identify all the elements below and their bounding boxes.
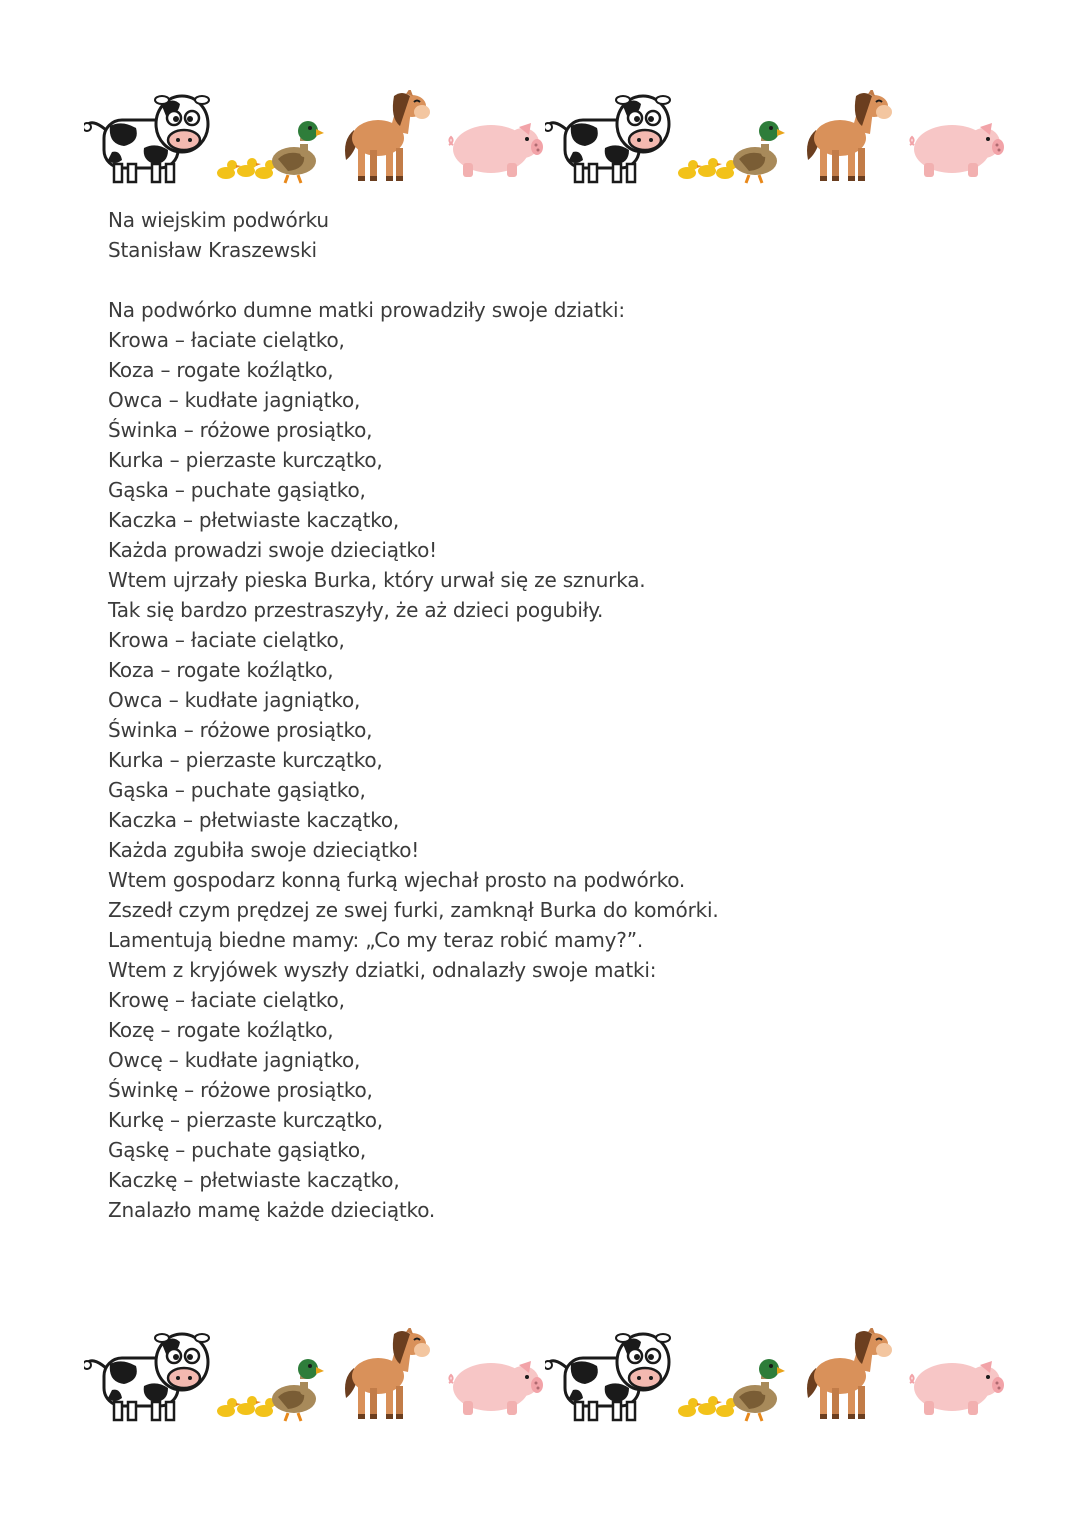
poem-line: Gąska – puchate gąsiątko,	[108, 778, 366, 802]
ducks-icon	[217, 1359, 324, 1421]
poem-line: Krowę – łaciate cielątko,	[108, 988, 345, 1012]
poem-title: Na wiejskim podwórku	[108, 208, 329, 232]
poem-line: Na podwórko dumne matki prowadziły swoje dziatki:	[108, 298, 625, 322]
horse-icon	[807, 88, 892, 181]
poem-line: Krowa – łaciate cielątko,	[108, 328, 345, 352]
poem-line: Kaczka – płetwiaste kaczątko,	[108, 808, 400, 832]
poem-line: Zszedł czym prędzej ze swej furki, zamknął Burka do komórki.	[108, 898, 719, 922]
poem-line: Owca – kudłate jagniątko,	[108, 388, 361, 412]
poem-line: Świnkę – różowe prosiątko,	[108, 1078, 373, 1102]
stanza-gap	[108, 265, 1008, 295]
poem-lines	[108, 295, 1008, 1225]
poem-line: Wtem ujrzały pieska Burka, który urwał się ze sznurka.	[108, 568, 646, 592]
top-decorative-border	[0, 85, 1080, 195]
poem-line: Znalazło mamę każde dzieciątko.	[108, 1198, 436, 1222]
poem-line: Gąskę – puchate gąsiątko,	[108, 1138, 367, 1162]
poem-line: Wtem z kryjówek wyszły dziatki, odnalazły swoje matki:	[108, 958, 657, 982]
poem-line: Kaczka – płetwiaste kaczątko,	[108, 508, 400, 532]
poem-line: Świnka – różowe prosiątko,	[108, 418, 373, 442]
poem-line: Lamentują biedne mamy: „Co my teraz robić mamy?”.	[108, 928, 644, 952]
poem-line: Tak się bardzo przestraszyły, że aż dzieci pogubiły.	[108, 598, 604, 622]
horse-icon	[345, 88, 430, 181]
poem-line: Kurka – pierzaste kurczątko,	[108, 448, 383, 472]
poem-line: Kurkę – pierzaste kurczątko,	[108, 1108, 383, 1132]
poem-line: Każda zgubiła swoje dzieciątko!	[108, 838, 420, 862]
poem-line: Kurka – pierzaste kurczątko,	[108, 748, 383, 772]
poem-line: Gąska – puchate gąsiątko,	[108, 478, 366, 502]
horse-icon	[807, 1326, 892, 1419]
poem	[108, 205, 1008, 1225]
poem-line: Kozę – rogate koźlątko,	[108, 1018, 334, 1042]
poem-line: Owcę – kudłate jagniątko,	[108, 1048, 361, 1072]
pig-icon	[449, 1361, 543, 1415]
cow-icon	[544, 96, 670, 182]
poem-line: Świnka – różowe prosiątko,	[108, 718, 373, 742]
poem-line: Kaczkę – płetwiaste kaczątko,	[108, 1168, 400, 1192]
poem-author: Stanisław Kraszewski	[108, 238, 317, 262]
pig-icon	[910, 123, 1004, 177]
horse-icon	[345, 1326, 430, 1419]
cow-icon	[83, 1334, 209, 1420]
poem-line: Wtem gospodarz konną furką wjechał prosto na podwórko.	[108, 868, 686, 892]
poem-line: Koza – rogate koźlątko,	[108, 658, 334, 682]
ducks-icon	[217, 121, 324, 183]
ducks-icon	[678, 1359, 785, 1421]
poem-line: Każda prowadzi swoje dzieciątko!	[108, 538, 437, 562]
pig-icon	[449, 123, 543, 177]
bottom-decorative-border	[0, 1323, 1080, 1433]
cow-icon	[83, 96, 209, 182]
cow-icon	[544, 1334, 670, 1420]
poem-line: Owca – kudłate jagniątko,	[108, 688, 361, 712]
poem-line: Krowa – łaciate cielątko,	[108, 628, 345, 652]
pig-icon	[910, 1361, 1004, 1415]
poem-line: Koza – rogate koźlątko,	[108, 358, 334, 382]
ducks-icon	[678, 121, 785, 183]
